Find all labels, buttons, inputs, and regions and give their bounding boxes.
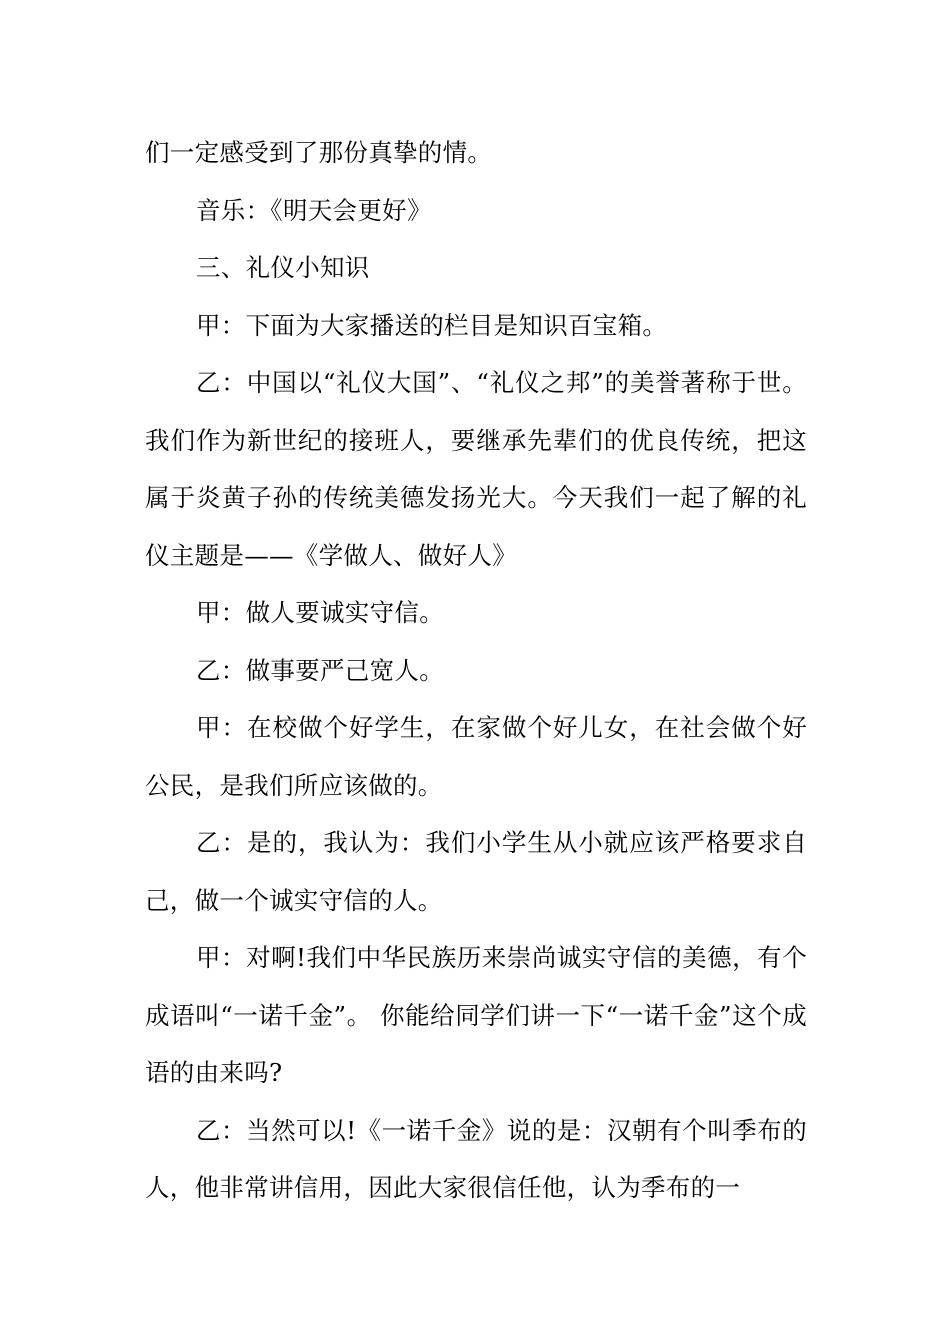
paragraph-jia-1: 甲：下面为大家播送的栏目是知识百宝箱。: [196, 310, 668, 340]
paragraph-yi-2: 乙：做事要严己宽人。: [196, 655, 444, 685]
paragraph-jia-2: 甲：做人要诚实守信。: [196, 598, 444, 627]
paragraph-yi-4: 乙：当然可以!《一诺千金》说的是：汉朝有个叫季布的人，他非常讲信用，因此大家很信任他，认为季布的一: [145, 1115, 807, 1202]
paragraph-yi-3: 乙：是的，我认为：我们小学生从小就应该严格要求自己，做一个诚实守信的人。: [145, 828, 807, 915]
paragraph-jia-4: 甲：对啊!我们中华民族历来崇尚诚实守信的美德，有个成语叫“一诺千金”。 你能给同学们讲一下“一诺千金”这个成语的由来吗?: [145, 943, 807, 1087]
document-page: [145, 124, 807, 1217]
section-heading-etiquette: 三、礼仪小知识: [196, 253, 370, 282]
paragraph-yi-1: 乙：中国以“礼仪大国”、“礼仪之邦”的美誉著称于世。我们作为新世纪的接班人，要继承先辈们的优良传统，把这属于炎黄子孙的传统美德发扬光大。今天我们一起了解的礼仪主题是——《学做人、做好人》: [145, 368, 807, 570]
paragraph-music: 音乐：《明天会更好》: [196, 195, 432, 225]
paragraph-jia-3: 甲：在校做个好学生，在家做个好儿女，在社会做个好公民，是我们所应该做的。: [145, 713, 807, 800]
paragraph-continuation: 们一定感受到了那份真挚的情。: [145, 138, 493, 167]
